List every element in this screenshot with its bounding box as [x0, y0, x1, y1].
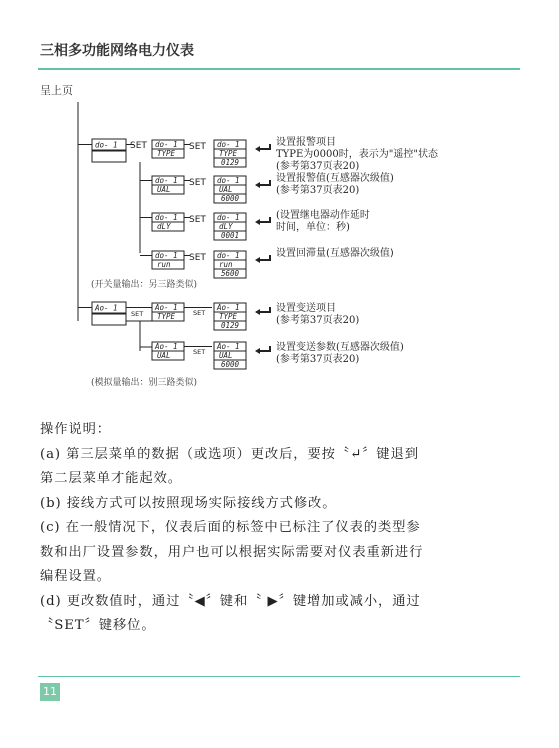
lcd-text: do- 1: [155, 213, 178, 222]
instruction-line: (b) 接线方式可以按照现场实际接线方式修改。: [40, 495, 337, 511]
lcd-text: TYPE: [219, 312, 238, 321]
lcd-text: dLY: [157, 222, 171, 231]
instruction-line: 编程设置。: [40, 569, 111, 584]
lcd-text: 0129: [221, 321, 240, 330]
enter-icon-arrowhead: [255, 348, 260, 354]
lcd-text: Ao- 1: [155, 303, 178, 312]
instruction-line: (c) 在一般情况下，仪表后面的标签中已标注了仪表的类型参: [40, 520, 421, 535]
lcd-text: 0001: [221, 231, 240, 240]
set-label: SET: [189, 142, 206, 152]
lcd-text: UAL: [157, 185, 171, 194]
lcd-text: 6000: [221, 194, 240, 203]
instruction-line: 〝SET〞键移位。: [40, 618, 156, 633]
analog-root-display-blank: [92, 314, 126, 325]
lcd-text: do- 1: [217, 251, 240, 260]
page-header-title: 三相多功能网络电力仪表: [40, 43, 194, 59]
lcd-text: do- 1: [95, 140, 118, 150]
lcd-text: Ao- 1: [217, 303, 240, 312]
lcd-text: do- 1: [217, 176, 240, 185]
lcd-text: do- 1: [155, 176, 178, 185]
instruction-line: 第二层菜单才能起效。: [40, 471, 182, 486]
annotation-text: (设置继电器动作延时: [276, 210, 370, 221]
lcd-text: 5600: [221, 269, 240, 278]
lcd-text: do- 1: [155, 140, 178, 149]
lcd-text: Ao- 1: [95, 303, 118, 313]
lcd-text: run: [157, 260, 171, 269]
lcd-text: dLY: [219, 222, 233, 231]
set-label: SET: [189, 178, 206, 188]
annotation-text: (参考第37页表20): [276, 161, 360, 172]
enter-icon-arrowhead: [255, 257, 260, 263]
switch-root-display-blank: [92, 151, 126, 162]
set-label: SET: [189, 253, 206, 263]
enter-icon-arrowhead: [255, 182, 260, 188]
annotation-text: 设置报警项目: [276, 137, 336, 148]
lcd-text: UAL: [219, 351, 233, 360]
annotation-text: (参考第37页表20): [276, 354, 360, 365]
lcd-text: 0129: [221, 158, 240, 167]
annotation-text: 设置回滞量(互感器次级值): [276, 248, 394, 259]
instruction-line: (d) 更改数值时，通过〝◀〞键和〝 ▶〞键增加或减小，通过: [40, 593, 421, 609]
annotation-text: TYPE为0000时，表示为"遥控"状态: [276, 149, 438, 160]
lcd-text: UAL: [219, 185, 233, 194]
lcd-text: TYPE: [157, 312, 176, 321]
lcd-text: TYPE: [157, 149, 176, 158]
lcd-text: do- 1: [217, 213, 240, 222]
enter-icon-arrowhead: [255, 309, 260, 315]
page-number-badge: 11: [40, 683, 60, 701]
continued-note: 呈上页: [40, 84, 73, 97]
enter-icon-arrowhead: [255, 146, 260, 152]
lcd-text: Ao- 1: [155, 342, 178, 351]
lcd-text: do- 1: [217, 140, 240, 149]
set-label: SET: [193, 348, 206, 356]
lcd-text: UAL: [157, 351, 171, 360]
lcd-text: Ao- 1: [217, 342, 240, 351]
instructions-heading: 操作说明：: [40, 422, 111, 437]
switch-group-caption: (开关量输出：另三路类似): [91, 280, 198, 290]
annotation-text: (参考第37页表20): [276, 315, 360, 326]
set-label: SET: [193, 309, 206, 317]
footer-divider: [38, 676, 520, 677]
annotation-text: 设置变送项目: [276, 303, 336, 314]
annotation-text: (参考第37页表20): [276, 185, 360, 196]
enter-icon-arrowhead: [255, 219, 260, 225]
set-label: SET: [189, 215, 206, 225]
annotation-text: 设置报警值(互感器次级值): [276, 173, 394, 184]
instruction-line: (a) 第三层菜单的数据（或选项）更改后，要按〝↵〞键退到: [40, 446, 419, 462]
lcd-text: 6000: [221, 360, 240, 369]
instructions: [40, 418, 522, 639]
annotation-text: 时间，单位：秒): [276, 222, 350, 233]
analog-group-caption: (模拟量输出：别三路类似): [91, 378, 198, 388]
lcd-text: run: [219, 260, 233, 269]
lcd-text: do- 1: [155, 251, 178, 260]
lcd-text: TYPE: [219, 149, 238, 158]
annotation-text: 设置变送参数(互感器次级值): [276, 342, 404, 353]
set-label: SET: [131, 310, 144, 318]
set-label: SET: [130, 141, 147, 151]
instruction-line: 数和出厂设置参数，用户也可以根据实际需要对仪表重新进行: [40, 544, 424, 560]
